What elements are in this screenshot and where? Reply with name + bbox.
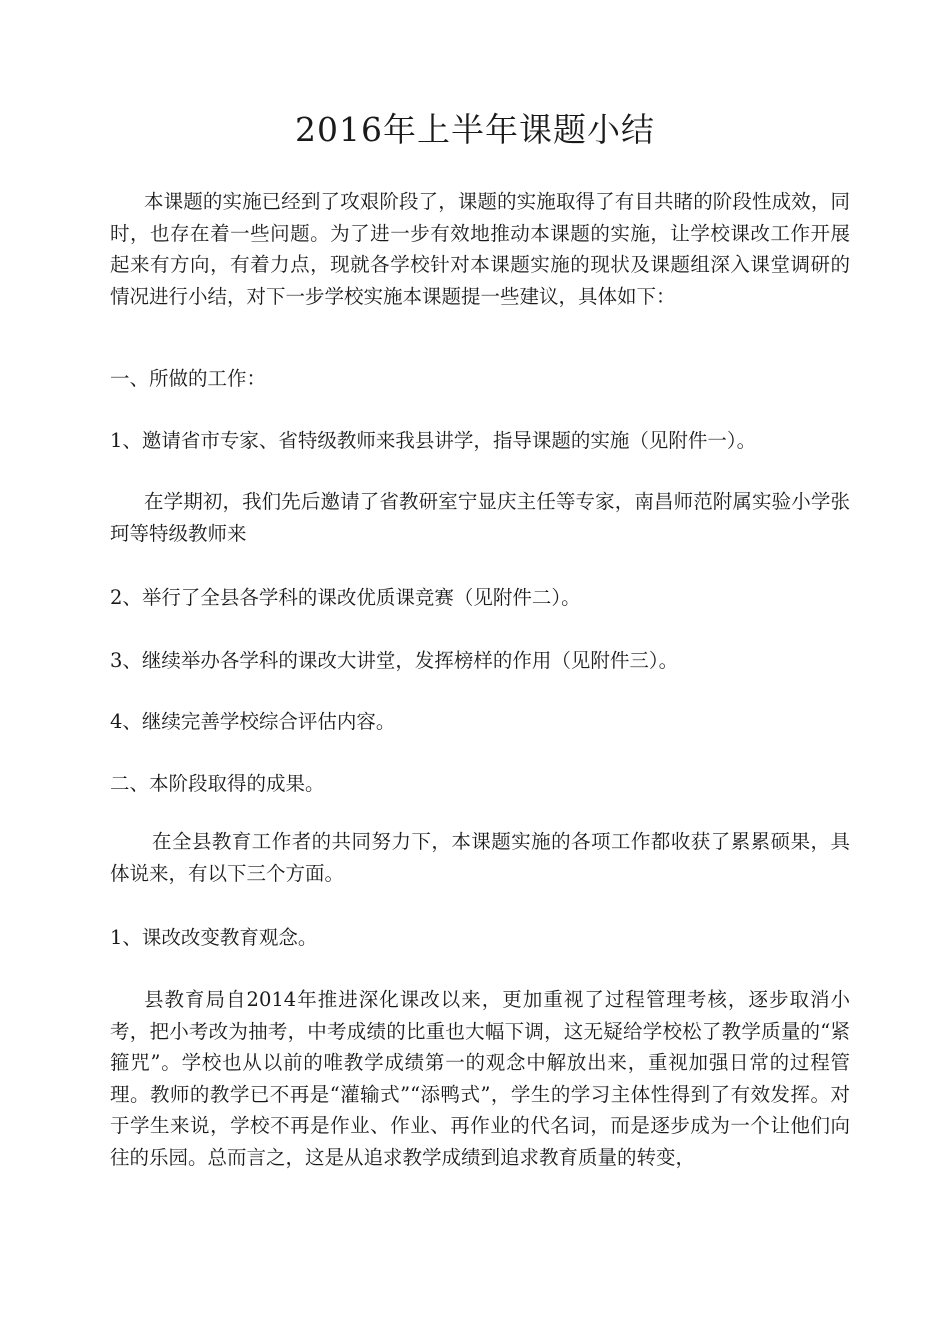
item-3-lecture-hall: 3、继续举办各学科的课改大讲堂，发挥榜样的作用（见附件三）。 xyxy=(110,649,679,672)
item-1-experts: 1、邀请省市专家、省特级教师来我县讲学，指导课题的实施（见附件一）。 xyxy=(110,429,757,452)
section-heading-work-done: 一、所做的工作： xyxy=(110,367,267,390)
document-title: 2016年上半年课题小结 xyxy=(295,110,655,149)
section-heading-achievements: 二、本阶段取得的成果。 xyxy=(110,772,325,795)
achievements-intro-paragraph: 在全县教育工作者的共同努力下，本课题实施的各项工作都收获了累累硕果，具体说来，有以下三个方面。 xyxy=(110,830,850,885)
concept-change-paragraph: 县教育局自2014年推进深化课改以来，更加重视了过程管理考核，逐步取消小考，把小考改为抽考，中考成绩的比重也大幅下调，这无疑给学校松了教学质量的“紧箍咒”。学校也从以前的唯教学成绩第一的观念中解放出来，重视加强日常的过程管理。教师的教学已不再是“灌输式”“添鸭式”，学生的学习主体性得到了有效发挥。对于学生来说，学校不再是作业、作业、再作业的代名词，而是逐步成为一个让他们向往的乐园。总而言之，这是从追求教学成绩到追求教育质量的转变， xyxy=(110,988,850,1169)
item-2-competition: 2、举行了全县各学科的课改优质课竞赛（见附件二）。 xyxy=(110,586,581,609)
experts-detail-paragraph: 在学期初，我们先后邀请了省教研室宁显庆主任等专家，南昌师范附属实验小学张珂等特级教师来 xyxy=(110,490,850,545)
item-1-concept-change: 1、课改改变教育观念。 xyxy=(110,926,318,949)
item-4-evaluation: 4、继续完善学校综合评估内容。 xyxy=(110,710,396,733)
intro-paragraph: 本课题的实施已经到了攻艰阶段了，课题的实施取得了有目共睹的阶段性成效，同时，也存在着一些问题。为了进一步有效地推动本课题的实施，让学校课改工作开展起来有方向，有着力点，现就各学校针对本课题实施的现状及课题组深入课堂调研的情况进行小结，对下一步学校实施本课题提一些建议，具体如下： xyxy=(110,190,850,308)
